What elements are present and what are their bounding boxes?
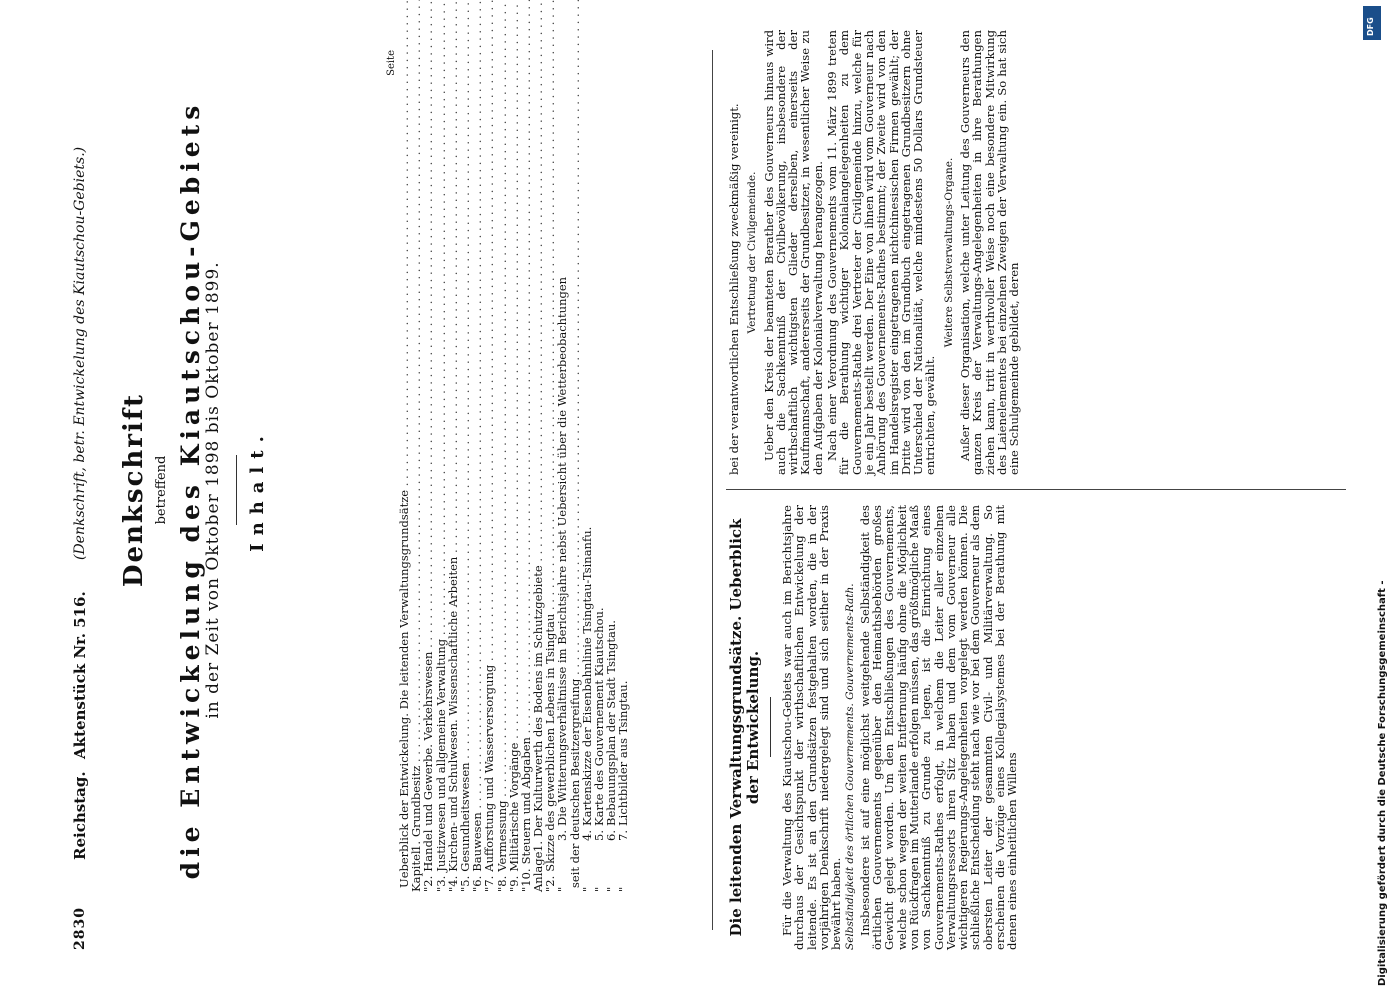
toc-category: " [457, 886, 472, 892]
toc-category: " [518, 886, 533, 892]
toc-number: 2. [543, 875, 558, 887]
paragraph: Für die Verwaltung des Kiautschou-Gebiets war auch im Berichtsjahre durchaus der Gesichtspunkt der wirthschaftlichen Entwickelung der leitende. Es ist an den Grundsätzen festgehalten worden, die in der vorjährigen Denkschrift niedergelegt sind und sich seither in der Praxis bewährt haben. [780, 505, 844, 950]
paragraph: Nach einer Verordnung des Gouvernements vom 11. März 1899 treten für die Berathung wichtiger Kolonialangelegenheiten zu dem Gouvernements-Rathe drei Vertreter der Civilgemeinde hinzu, welche für je ein Jahr bestellt werden. Der Eine von ihnen wird vom Gouverneur nach Anhörung des Gouvernements-Rathes bestimmt; der Zweite wird von den im Handelsregister eingetragenen nichtchinesischen Firmen gewählt; der Dritte wird von den im Grundbuch eingetragenen Grundbesitzern ohne Unterschied der Nationalität, welche mindestens 50 Dollars Grundsteuer entrichten, gewählt. [825, 30, 938, 475]
toc-number: 7. [616, 830, 631, 841]
paragraph: Außer dieser Organisation, welche unter Leitung des Gouverneurs den ganzen Kreis der Verwaltungs-Angelegenheiten in ihre Berathungen ziehen kann, tritt in werthvoller Weise noch eine besondere Mitwirkung des Laienelementes bei einzelnen Zweigen der Verwaltung ein. So hat sich eine Schulgemeinde gebildet, deren [958, 30, 1022, 475]
table-of-contents [385, 52, 630, 892]
toc-label: Lichtbilder aus Tsingtau. [616, 680, 631, 826]
document-title: Denkschrift [119, 392, 149, 588]
document-betreffend: betreffend [154, 455, 169, 525]
title-block [119, 70, 268, 910]
toc-label: Vermessung . . . [496, 0, 508, 872]
toc-category: " [604, 886, 619, 892]
horizontal-separator [712, 50, 713, 930]
toc-category: " [555, 886, 570, 892]
toc-label: Grundbesitz . . . [410, 0, 422, 837]
toc-row [496, 52, 508, 892]
toc-row [569, 52, 581, 892]
toc-category: " [421, 886, 436, 892]
digitization-note [1363, 6, 1388, 996]
dfg-logo [1363, 6, 1381, 40]
toc-number: 6. [604, 830, 619, 841]
toc-label: Handel und Gewerbe. Verkehrswesen . . . [422, 0, 434, 872]
subheading: Weitere Selbstverwaltungs-Organe. [942, 157, 955, 348]
toc-label: Militärische Vorgänge . . . [508, 0, 520, 872]
toc-row [422, 52, 434, 892]
toc-label: Gesundheitswesen . . . [459, 0, 471, 872]
toc-number: 1. [409, 841, 424, 852]
toc-category: " [482, 886, 497, 892]
toc-number [569, 888, 581, 892]
toc-category: " [579, 886, 594, 892]
toc-category: " [445, 886, 460, 892]
header-aktenstueck: Aktenstück Nr. 516. [71, 591, 89, 759]
side-heading: Selbständigkeit des örtlichen Gouvernements. Gouvernements-Rath. [844, 583, 857, 950]
toc-label: Steuern und Abgaben . . . [520, 0, 532, 864]
toc-heading: Inhalt. [247, 428, 268, 552]
paragraph: Ueber den Kreis der beamteten Berather des Gouverneurs hinaus wird auch die Sachkenntniß der Civilbevölkerung, insbesondere der wirthschaftlich wichtigsten Glieder derselben, einerseits der Kaufmannschaft, andererseits der Grundbesitzer, in wesentlicher Weise zu den Aufgaben der Kolonialverwaltung herangezogen. [761, 30, 825, 475]
toc-rows [398, 52, 630, 892]
toc-number: 4. [445, 875, 460, 887]
toc-label: Ueberblick der Entwickelung. Die leitenden Verwaltungsgrundsätze . . . [398, 0, 410, 888]
toc-seite-label: Seite [386, 50, 397, 76]
section-heading: Die leitenden Verwaltungsgrundsätze. Ueberblick der Entwickelung. [727, 518, 762, 937]
toc-number: 1. [531, 841, 546, 852]
toc-category: Anlage [531, 851, 546, 892]
toc-number: 2. [421, 875, 436, 887]
toc-page [556, 52, 568, 84]
section-rule [770, 698, 771, 758]
toc-category: " [616, 886, 631, 892]
subheading: Vertretung der Civilgemeinde. [746, 171, 759, 334]
paragraph: Insbesondere ist auf eine möglichst weitgehende Selbständigkeit des örtlichen Gouvernements gegenüber den Heimathsbehörden großes Gewicht gelegt worden. Um den Entschließungen des Gouvernements, welche schon wegen der weiten Entfernung häufig ohne die Möglichkeit von Rückfragen im Mutterlande erfolgen müssen, das größtmögliche Maaß von Sachkenntniß zu Grunde zu legen, ist die Einrichtung eines Gouvernements-Rathes erfolgt, in welchem die Leiter aller einzelnen Verwaltungsressorts ihren Sitz haben und dem vom Gouverneur alle wichtigeren Regierungs-Angelegenheiten vorgelegt werden können. Die schließliche Entscheidung steht nach wie vor bei dem Gouverneur als dem obersten Leiter der gesammten Civil- und Militärverwaltung. So erscheinen die Vorzüge eines Kollegialsystemes bei der Berathung mit denen eines einheitlichen Willens [857, 505, 1020, 950]
toc-category: " [433, 886, 448, 892]
header-reichstag: Reichstag. [71, 771, 89, 860]
toc-label: Karte des Gouvernement Kiautschou. [592, 607, 606, 826]
right-column [728, 30, 1023, 475]
toc-number: 10. [518, 868, 533, 887]
toc-number: 3. [555, 830, 570, 841]
toc-number: 3. [433, 875, 448, 887]
toc-page [617, 52, 629, 84]
toc-number: 6. [470, 875, 485, 887]
toc-number: 4. [579, 830, 594, 841]
running-title: (Denkschrift, betr. Entwickelung des Kiautschou-Gebiets.) [72, 146, 88, 560]
toc-label: Skizze des gewerblichen Lebens in Tsingtau . . . [544, 0, 556, 872]
header-center [71, 583, 89, 860]
running-header [60, 50, 100, 950]
toc-page [605, 52, 617, 84]
toc-label: Kartenskizze der Eisenbahnlinie Tsingtau-Tsinanfu. [579, 526, 594, 826]
toc-category: " [543, 886, 558, 892]
toc-row [483, 52, 495, 892]
page-number: 2830 [72, 907, 88, 950]
toc-number: 7. [482, 875, 497, 887]
toc-page [581, 52, 593, 84]
toc-label: Bauwesen . . . [471, 0, 483, 872]
paragraph: bei der verantwortlichen Entschließung zweckmäßig vereinigt. [727, 103, 741, 475]
document-subject: die Entwickelung des Kiautschou-Gebiets [176, 100, 205, 880]
digitization-text: Digitalisierung gefördert durch die Deutsche Forschungsgemeinschaft - [1377, 580, 1388, 986]
toc-row [435, 52, 447, 892]
dfg-logo-text: DFG [1366, 17, 1375, 36]
toc-label: Aufforstung und Wasserversorgung . . . [483, 0, 495, 872]
toc-category: " [506, 886, 521, 892]
document-period: in der Zeit von Oktober 1898 bis Oktober 1899. [203, 261, 223, 719]
toc-category: Kapitel [409, 850, 424, 892]
toc-page [593, 52, 605, 84]
toc-label: seit der deutschen Besitzergreifung . . . [569, 0, 581, 888]
toc-category: " [470, 886, 485, 892]
toc-row [556, 52, 568, 892]
toc-label: Der Kulturwerth des Bodens im Schutzgebiete . . . [532, 0, 544, 837]
title-rule [236, 455, 237, 525]
rotated-sheet [40, 10, 1360, 970]
toc-row [617, 52, 629, 892]
toc-number: 5. [592, 830, 606, 841]
toc-label: Bebauungsplan der Stadt Tsingtau. [604, 620, 619, 826]
toc-label: Die Witterungsverhältnisse im Berichtsjahre nebst Uebersicht über die Wetterbeobachtungen [555, 276, 570, 826]
toc-label: Justizwesen und allgemeine Verwaltung . . . [435, 0, 447, 872]
left-column [728, 505, 1021, 950]
column-separator [726, 489, 1346, 490]
toc-number: 5. [457, 875, 472, 887]
toc-category: " [494, 886, 509, 892]
toc-category: " [592, 886, 606, 892]
toc-number: 9. [506, 875, 521, 887]
toc-label: Kirchen- und Schulwesen. Wissenschaftliche Arbeiten . . . [447, 0, 459, 872]
toc-number: 8. [494, 875, 509, 887]
